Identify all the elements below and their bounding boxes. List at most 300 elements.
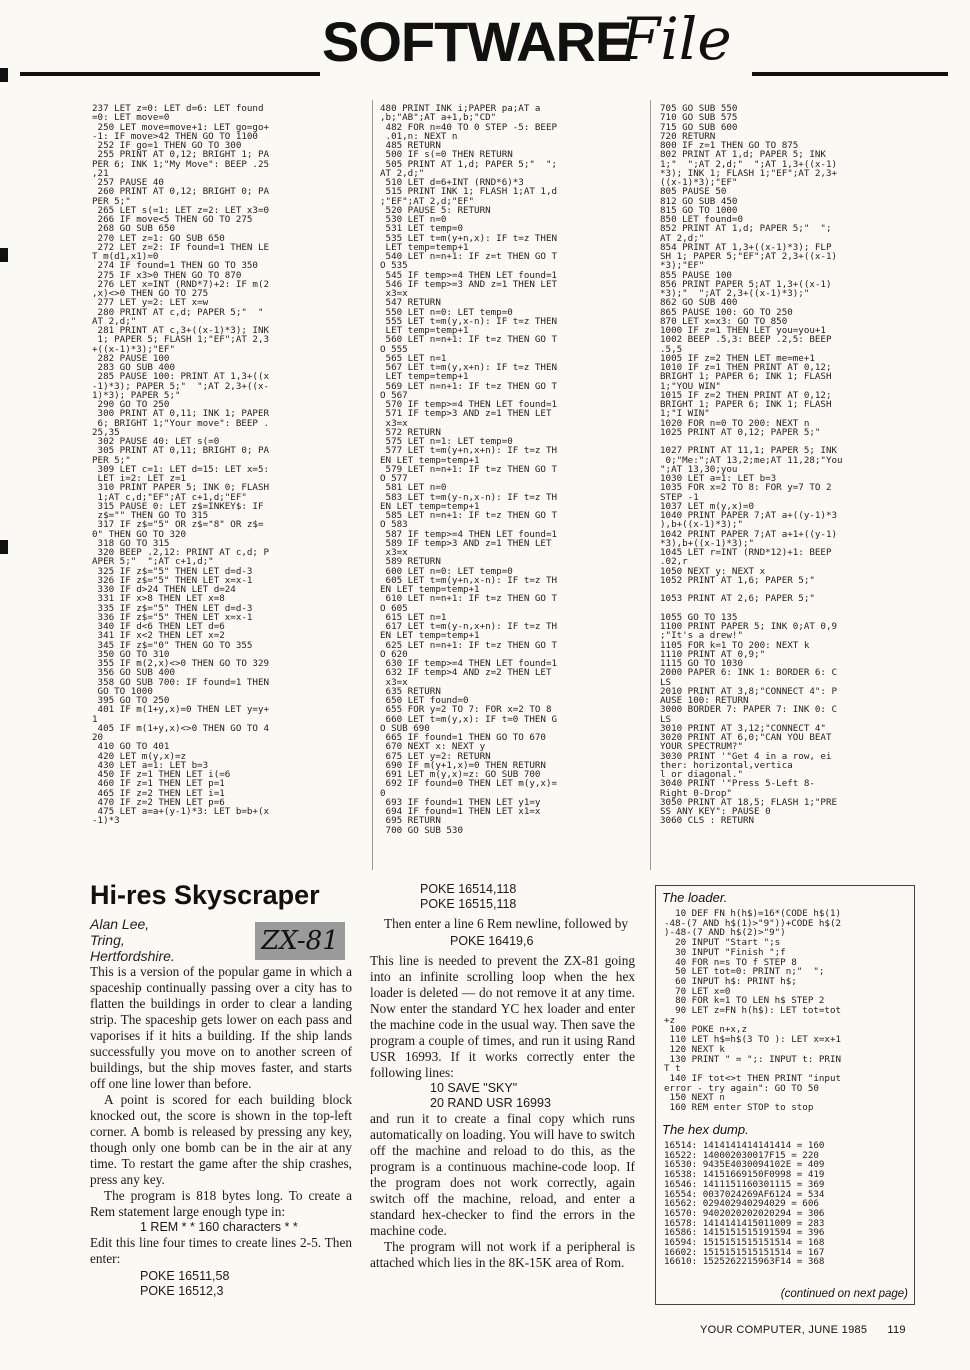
- listing-line: 460 IF z=1 THEN LET p=1: [92, 778, 225, 790]
- code-line: 20 RAND USR 16993: [430, 1096, 551, 1110]
- listing-line: 655 FOR y=2 TO 7: FOR x=2 TO 8: [380, 704, 552, 716]
- listing-line: -1: IF move>42 THEN GO TO 1100: [92, 130, 258, 142]
- listing-line: 700 GO SUB 530: [380, 824, 463, 835]
- listing-line: .02,r: [660, 556, 688, 568]
- listing-line: EN LET temp=temp+1: [380, 584, 480, 595]
- code-line: POKE 16515,118: [420, 897, 517, 911]
- listing-line: T m(d1,x1)=0: [92, 251, 159, 262]
- listing-line: 266 IF move<5 THEN GO TO 275: [92, 214, 253, 225]
- hexdump-line: 16530: 9435E4030094102E = 409: [664, 1159, 825, 1171]
- listing-line: 600 LET n=0: LET temp=0: [380, 565, 513, 577]
- listing-line: .01,n: NEXT n: [380, 130, 458, 142]
- listing-line: O 567: [380, 389, 408, 401]
- listing-line: 535 LET t=m(y+n,x): IF t=z THEN: [380, 232, 558, 244]
- listing-line: 0: [380, 787, 386, 799]
- listing-line: 1052 PRINT AT 1,6; PAPER 5;": [660, 574, 815, 586]
- listing-line: 605 LET t=m(y+n,x-n): IF t=z TH: [380, 574, 558, 586]
- page-footer: [700, 1324, 906, 1336]
- article-byline: [90, 916, 175, 964]
- listing-line: ((x-1)*3);"EF": [660, 177, 738, 188]
- listing-line: 570 IF temp>=4 THEN LET found=1: [380, 399, 558, 410]
- listing-line: 802 PRINT AT 1,d; PAPER 5; INK: [660, 149, 826, 161]
- code-line: POKE 16512,3: [140, 1284, 224, 1298]
- listing-line: 410 GO TO 401: [92, 741, 170, 753]
- article-body-left: [90, 964, 352, 1299]
- listing-line: *3);" ";AT 2,3+((x-1)*3);": [660, 288, 810, 299]
- listing-line: O 555: [380, 343, 408, 355]
- column-divider: [650, 100, 651, 870]
- paragraph: and run it to create a final copy which runs automatically on loading. You will have to switch off the machine and reload to do this, as the program is a continuous machine-code loop. If the program does not work correctly, again switch off the machine, reload, and enter a standard hex-checker to find the errors in the machine code.: [370, 1111, 635, 1238]
- listing-line: 283 GO SUB 400: [92, 362, 175, 373]
- loader-line: 160 REM enter STOP to stop: [664, 1102, 814, 1113]
- listing-line: EN LET temp=temp+1: [380, 500, 480, 512]
- hexdump-line: 16610: 1525262215963F14 = 368: [664, 1256, 825, 1268]
- listing-line: 577 LET t=m(y+n,x+n): IF t=z TH: [380, 445, 558, 457]
- loader-line: +z: [664, 1014, 676, 1026]
- listing-line: 309 LET c=1: LET d=15: LET x=5:: [92, 463, 270, 475]
- loader-line: 20 INPUT "Start ";s: [664, 937, 781, 949]
- listing-line: 260 PRINT AT 0,12; BRIGHT 0; PA: [92, 186, 270, 198]
- listing-line: 715 GO SUB 600: [660, 121, 738, 133]
- listing-line: 710 GO SUB 575: [660, 112, 738, 124]
- listing-line: 550 LET n=0: LET temp=0: [380, 306, 513, 318]
- listing-line: 450 IF z=1 THEN LET i(=6: [92, 769, 231, 780]
- listing-line: 482 FOR n=40 TO 0 STEP -5: BEEP: [380, 121, 558, 133]
- listing-line: 277 LET y=2: LET x=w: [92, 297, 209, 309]
- listing-line: 318 GO TO 315: [92, 537, 170, 549]
- listing-line: 545 IF temp>=4 THEN LET found=1: [380, 269, 558, 281]
- paragraph: The program is 818 bytes long. To create a Rem statement large enough type in:: [90, 1188, 352, 1219]
- listing-line: LET temp=temp+1: [380, 325, 469, 336]
- listing-line: 3050 PRINT AT 18,5; FLASH 1;"PRE: [660, 796, 838, 808]
- listing-line: GO TO 1000: [92, 685, 153, 697]
- listing-line: STEP -1: [660, 491, 699, 503]
- margin-mark: [0, 68, 8, 82]
- listing-line: 257 PAUSE 40: [92, 177, 164, 188]
- listing-line: 632 IF temp>4 AND z=2 THEN LET: [380, 667, 552, 679]
- listing-line: SH 1; PAPER 5;"EF";AT 2,3+((x-1): [660, 251, 838, 262]
- listing-line: 480 PRINT INK i;PAPER pa;AT a: [380, 104, 541, 114]
- loader-line: 10 DEF FN h(h$)=16*(CODE h$(1): [664, 909, 842, 919]
- listing-line: 3000 BORDER 7: PAPER 7: INK 0: C: [660, 704, 838, 716]
- listing-line: 630 IF temp>=4 THEN LET found=1: [380, 658, 558, 669]
- listing-line: ;"It's a drew!": [660, 630, 743, 642]
- listing-line: 581 LET n=0: [380, 482, 447, 494]
- listing-line: 505 PRINT AT 1,d; PAPER 5;" ";: [380, 158, 558, 170]
- listing-line: 350 GO TO 310: [92, 648, 170, 660]
- listing-line: .5,5: [660, 343, 683, 355]
- loader-line: error - try again": GO TO 50: [664, 1082, 819, 1094]
- listing-line: 25,35: [92, 426, 120, 438]
- listing-line: 852 PRINT AT 1,d; PAPER 5;" ";: [660, 223, 832, 235]
- margin-mark: [0, 248, 8, 262]
- loader-line: 50 LET tot=0: PRINT n;" ";: [664, 966, 825, 978]
- listing-line: LET temp=temp+1: [380, 241, 469, 253]
- listing-line: 1030 LET a=1: LET b=3: [660, 473, 777, 484]
- hexdump-listing: [664, 1141, 909, 1267]
- continued-note: (continued on next page): [780, 1288, 908, 1300]
- listing-line: 572 RETURN: [380, 426, 441, 438]
- listing-line: 854 PRINT AT 1,3+((x-1)*3); FLP: [660, 241, 832, 253]
- loader-line: -48-(7 AND h$(1)>"9"))+CODE h$(2: [664, 917, 842, 929]
- listing-line: 420 LET m(y,x)=z: [92, 750, 187, 762]
- listing-line: 355 IF m(2,x)<>0 THEN GO TO 329: [92, 658, 270, 669]
- page-number: 119: [887, 1324, 906, 1336]
- code-line: POKE 16419,6: [450, 934, 534, 948]
- listing-line: 587 IF temp>=4 THEN LET found=1: [380, 528, 558, 540]
- listing-line: 0" THEN GO TO 320: [92, 528, 187, 540]
- listing-line: 665 IF found=1 THEN GO TO 670: [380, 732, 546, 743]
- listing-line: *3);"EF": [660, 260, 705, 272]
- loader-line: )-48-(7 AND h$(2)>"9"): [664, 927, 786, 939]
- listing-line: SS ANY KEY": PAUSE 0: [660, 806, 771, 817]
- listing-line: 856 PRINT PAPER 5;AT 1,3+((x-1): [660, 278, 832, 290]
- paragraph: This is a version of the popular game in which a spaceship continually passing over a city has to flatten the buildings in order to clear a landing strip. The spaceship gets lower on each pass and vaporises if it hits a building. If the ship lands successfully you move on to another screen of buildings, but the ship moves faster, and starts off one line lower than before.: [90, 964, 352, 1091]
- loader-heading: The loader.: [662, 890, 728, 905]
- listing-line: 675 LET y=2: RETURN: [380, 750, 491, 762]
- listing-line: O 583: [380, 519, 408, 531]
- listing-line: 20: [92, 732, 104, 743]
- listing-line: 1042 PRINT PAPER 7;AT a+1+((y-1): [660, 528, 838, 540]
- article-title: Hi-res Skyscraper: [90, 880, 320, 910]
- listing-line: 1040 PRINT PAPER 7;AT a+((y-1)*3: [660, 510, 838, 521]
- listing-line: BRIGHT 1; PAPER 6; INK 1; FLASH: [660, 399, 832, 410]
- hexdump-line: 16594: 1515151515151514 = 168: [664, 1237, 825, 1249]
- listing-line: 720 RETURN: [660, 130, 716, 142]
- listing-line: 317 IF z$="5" OR z$="8" OR z$=: [92, 519, 264, 531]
- listing-line: 870 LET x=x3: GO TO 850: [660, 315, 788, 327]
- listing-line: 2000 PAPER 6: INK 1: BORDER 6: C: [660, 667, 838, 679]
- listing-line: EN LET temp=temp+1: [380, 454, 480, 466]
- hexdump-line: 16538: 14151669150F0998 = 419: [664, 1169, 825, 1181]
- listing-line: 1000 IF z=1 THEN LET you=you+1: [660, 325, 826, 336]
- listing-line: 2010 PRINT AT 3,8;"CONNECT 4": P: [660, 685, 838, 697]
- column-divider: [372, 100, 373, 870]
- listing-line: PER 5;": [92, 454, 131, 466]
- listing-line: 275 IF x3>0 THEN GO TO 870: [92, 269, 242, 281]
- loader-line: 40 FOR n=s TO f STEP 8: [664, 956, 797, 968]
- listing-line: 331 IF x>8 THEN LET x=8: [92, 593, 225, 605]
- listing-line: 1045 LET r=INT (RND*12)+1: BEEP: [660, 547, 832, 558]
- listing-line: 589 RETURN: [380, 556, 441, 568]
- listing-line: 255 PRINT AT 0,12; BRIGHT 1; PA: [92, 149, 270, 161]
- listing-line: x3=x: [380, 547, 408, 558]
- listing-line: 250 LET move=move+1: LET go=go+: [92, 121, 270, 133]
- listing-line: x3=x: [380, 288, 408, 299]
- listing-line: O 535: [380, 260, 408, 272]
- listing-line: 1053 PRINT AT 2,6; PAPER 5;": [660, 593, 815, 605]
- loader-line: 30 INPUT "Finish ";f: [664, 946, 786, 958]
- listing-line: PER 5;": [92, 195, 131, 207]
- hexdump-line: 16586: 1415151515191594 = 396: [664, 1227, 825, 1239]
- listing-column-3: [660, 104, 924, 826]
- listing-line: 310 PRINT PAPER 5; INK 0; FLASH: [92, 482, 270, 494]
- listing-line: 3010 PRINT AT 3,12;"CONNECT 4": [660, 722, 826, 734]
- listing-column-1: [92, 104, 364, 826]
- listing-line: 520 PAUSE 5: RETURN: [380, 204, 491, 216]
- listing-line: LET i=2: LET z=1: [92, 473, 187, 484]
- listing-line: 1025 PRINT AT 0,12; PAPER 5;": [660, 426, 821, 438]
- listing-line: -1)*3); PAPER 5;" ";AT 2,3+((x-: [92, 380, 270, 392]
- listing-line: LS: [660, 713, 672, 725]
- paragraph: Then enter a line 6 Rem newline, followed by: [384, 916, 629, 931]
- margin-mark: [0, 540, 8, 554]
- listing-line: 1020 FOR n=0 TO 200: NEXT n: [660, 417, 810, 429]
- listing-line: 625 LET n=n+1: IF t=z THEN GO T: [380, 639, 558, 651]
- author-town: Tring,: [90, 932, 125, 948]
- listing-line: 500 IF s(=0 THEN RETURN: [380, 149, 513, 161]
- loader-line: 70 LET x=0: [664, 985, 731, 997]
- listing-line: 1; PAPER 5; FLASH 1;"EF";AT 2,3: [92, 334, 270, 346]
- listing-line: O 605: [380, 602, 408, 614]
- listing-line: ther: horizontal,vertica: [660, 759, 793, 771]
- listing-line: 340 IF d<6 THEN LET d=6: [92, 621, 225, 632]
- listing-line: 1035 FOR x=2 TO 8: FOR y=7 TO 2: [660, 482, 832, 494]
- listing-line: 1;"I WIN": [660, 408, 710, 420]
- listing-line: 565 LET n=1: [380, 352, 447, 364]
- listing-line: 3040 PRINT '"Press 5-Left 8-: [660, 778, 815, 790]
- listing-line: +((x-1)*3);"EF": [92, 343, 175, 355]
- listing-line: 237 LET z=0: LET d=6: LET found: [92, 104, 264, 114]
- listing-line: Right 0-Drop": [660, 787, 732, 799]
- listing-line: 850 LET found=0: [660, 214, 743, 225]
- listing-line: 268 GO SUB 650: [92, 223, 175, 235]
- paragraph: A point is scored for each building block knocked out, the score is shown in the top-left corner. A bomb is released by pressing any key, though only one bomb can be in the air at any time. To restart the game after the ship crashes, press any key.: [90, 1092, 352, 1187]
- paragraph: This line is needed to prevent the ZX-81 going into an infinite scrolling loop when the hex loader is deleted — do not remove it at any time. Now enter the standard YC hex loader and enter the machine code in the usual way. Then save the program a couple of times, and run it using Rand USR 16993. If it works correctly enter the following lines:: [370, 953, 635, 1080]
- loader-line: 60 INPUT h$: PRINT h$;: [664, 975, 797, 987]
- listing-line: 583 LET t=m(y-n,x-n): IF t=z TH: [380, 491, 558, 503]
- listing-line: 670 NEXT x: NEXT y: [380, 741, 486, 753]
- listing-line: 252 IF go=1 THEN GO TO 300: [92, 140, 242, 151]
- listing-line: 315 PAUSE 0: LET z$=INKEY$: IF: [92, 500, 264, 512]
- listing-line: 589 IF temp>3 AND z=1 THEN LET: [380, 537, 552, 549]
- listing-line: 282 PAUSE 100: [92, 352, 170, 364]
- listing-line: *3); INK 1; FLASH 1;"EF";AT 2,3+: [660, 167, 838, 179]
- listing-line: 1005 IF z=2 THEN LET me=me+1: [660, 352, 815, 364]
- listing-line: 1100 PRINT PAPER 5; INK 0;AT 0,9: [660, 621, 838, 632]
- listing-line: 569 LET n=n+1: IF t=z THEN GO T: [380, 380, 558, 392]
- listing-line: 0;"Me:";AT 13,2;me;AT 11,28;"You: [660, 454, 843, 466]
- listing-line: AT 2,d;": [92, 315, 137, 327]
- loader-line: 130 PRINT " = ";: INPUT t: PRIN: [664, 1053, 842, 1065]
- listing-line: AT 2,d;": [380, 167, 425, 179]
- listing-line: EN LET temp=temp+1: [380, 630, 480, 642]
- listing-line: 341 IF x<2 THEN LET x=2: [92, 630, 225, 642]
- hexdump-line: 16578: 1414141415011009 = 283: [664, 1217, 825, 1229]
- hexdump-line: 16522: 140002030017F15 = 220: [664, 1149, 819, 1161]
- listing-line: 865 PAUSE 100: GO TO 250: [660, 306, 793, 318]
- listing-column-2: [380, 104, 636, 835]
- listing-line: 1)*3); PAPER 5;": [92, 389, 181, 401]
- listing-line: 1;AT c,d;"EF";AT c+1,d;"EF": [92, 491, 247, 503]
- issue-info: YOUR COMPUTER, JUNE 1985: [700, 1324, 868, 1336]
- listing-line: 705 GO SUB 550: [660, 104, 738, 114]
- listing-line: 281 PRINT AT c,3+((x-1)*3); INK: [92, 325, 270, 336]
- listing-line: 690 IF m(y+1,x)=0 THEN RETURN: [380, 759, 546, 771]
- listing-line: 575 LET n=1: LET temp=0: [380, 436, 513, 447]
- listing-line: 405 IF m(1+y,x)<>0 THEN GO TO 4: [92, 722, 270, 734]
- hexdump-line: 16570: 9402020202020294 = 306: [664, 1207, 825, 1219]
- code-line: 10 SAVE "SKY": [430, 1081, 518, 1095]
- listing-line: 326 IF z$="5" THEN LET x=x-1: [92, 574, 253, 586]
- listing-line: 805 PAUSE 50: [660, 186, 727, 198]
- listing-line: 660 LET t=m(y,x): IF t=0 THEN G: [380, 713, 558, 725]
- listing-line: 567 LET t=m(y,x+n): IF t=z THEN: [380, 362, 558, 373]
- hexdump-line: 16562: 029402940294029 = 606: [664, 1198, 819, 1210]
- hexdump-heading: The hex dump.: [662, 1122, 749, 1137]
- listing-line: LET temp=temp+1: [380, 371, 469, 383]
- listing-line: O 577: [380, 473, 408, 484]
- listing-line: 6; BRIGHT 1;"Your move": BEEP .: [92, 417, 270, 429]
- listing-line: 610 LET n=n+1: IF t=z THEN GO T: [380, 593, 558, 605]
- listing-line: 465 IF z=2 THEN LET i=1: [92, 787, 225, 799]
- listing-line: 1115 GO TO 1030: [660, 658, 743, 669]
- hexdump-line: 16602: 1515151515151514 = 167: [664, 1246, 825, 1258]
- hexdump-line: 16514: 1414141414141414 = 160: [664, 1141, 825, 1151]
- section-title-script: File: [620, 5, 732, 73]
- listing-line: O 620: [380, 648, 408, 660]
- listing-line: 692 IF found=0 THEN LET m(y,x)=: [380, 778, 558, 790]
- listing-line: 1110 PRINT AT 0,9;": [660, 648, 766, 660]
- hexdump-line: 16554: 0037024269AF6124 = 534: [664, 1188, 825, 1200]
- hexdump-line: 16546: 1411151160301115 = 369: [664, 1178, 825, 1190]
- listing-line: 302 PAUSE 40: LET s(=0: [92, 436, 220, 447]
- listing-line: 485 RETURN: [380, 140, 441, 151]
- listing-line: -1)*3: [92, 815, 120, 826]
- listing-line: 265 LET s(=1: LET z=2: LET x3=0: [92, 204, 270, 216]
- listing-line: 274 IF found=1 THEN GO TO 350: [92, 260, 258, 272]
- listing-line: 510 LET d=6+INT (RND*6)*3: [380, 177, 524, 188]
- listing-line: 571 IF temp>3 AND z=1 THEN LET: [380, 408, 552, 420]
- listing-line: l or diagonal.": [660, 769, 743, 780]
- listing-line: 320 BEEP .2,12: PRINT AT c,d; P: [92, 547, 270, 558]
- listing-line: 530 LET n=0: [380, 214, 447, 225]
- listing-line: 470 IF z=2 THEN LET p=6: [92, 796, 225, 808]
- loader-line: 100 POKE n+x,z: [664, 1024, 747, 1036]
- listing-line: 290 GO TO 250: [92, 399, 170, 410]
- listing-line: 650 LET found=0: [380, 695, 469, 706]
- listing-line: 693 IF found=1 THEN LET y1=y: [380, 796, 541, 808]
- listing-line: x3=x: [380, 676, 408, 688]
- listing-line: LS: [660, 676, 672, 688]
- listing-line: 1050 NEXT y: NEXT x: [660, 565, 766, 577]
- listing-line: 1037 LET m(y,x)=0: [660, 500, 755, 512]
- listing-line: 1015 IF z=2 THEN PRINT AT 0,12;: [660, 389, 832, 401]
- listing-line: 356 GO SUB 400: [92, 667, 175, 679]
- listing-line: AT 2,d;": [660, 232, 705, 244]
- listing-line: 280 PRINT AT c,d; PAPER 5;" ": [92, 306, 264, 318]
- listing-line: 555 LET t=m(y,x-n): IF t=z THEN: [380, 315, 558, 327]
- machine-badge: ZX-81: [255, 922, 345, 960]
- listing-line: AUSE 100: RETURN: [660, 695, 749, 706]
- code-line: POKE 16514,118: [420, 882, 517, 896]
- listing-line: 695 RETURN: [380, 815, 441, 827]
- listing-line: 358 GO SUB 700: IF found=1 THEN: [92, 676, 270, 688]
- listing-line: 395 GO TO 250: [92, 695, 170, 706]
- listing-line: 585 LET n=n+1: IF t=z THEN GO T: [380, 510, 558, 521]
- listing-line: 547 RETURN: [380, 297, 441, 309]
- listing-line: 579 LET n=n+1: IF t=z THEN GO T: [380, 463, 558, 475]
- loader-line: 90 LET z=FN h(h$): LET tot=tot: [664, 1005, 842, 1017]
- listing-line: 475 LET a=a+(y-1)*3: LET b=b+(x: [92, 806, 270, 817]
- listing-line: 430 LET a=1: LET b=3: [92, 759, 209, 771]
- section-header: [0, 0, 970, 96]
- section-title: SOFTWARE: [322, 10, 632, 73]
- article-body-middle: [370, 882, 635, 1271]
- listing-line: 276 LET x=INT (RND*7)+2: IF m(2: [92, 278, 270, 290]
- listing-line: 330 IF d>24 THEN LET d=24: [92, 584, 236, 595]
- header-rule-left: [20, 72, 320, 76]
- listing-line: PER 6; INK 1;"My Move": BEEP .25: [92, 158, 270, 170]
- listing-line: 1010 IF z=1 THEN PRINT AT 0,12;: [660, 362, 832, 373]
- author-name: Alan Lee,: [90, 916, 150, 932]
- listing-line: 800 IF z=1 THEN GO TO 875: [660, 140, 799, 151]
- listing-line: 515 PRINT INK 1; FLASH 1;AT 1,d: [380, 186, 558, 198]
- listing-line: 300 PRINT AT 0,11; INK 1; PAPER: [92, 408, 270, 420]
- listing-line: 1027 PRINT AT 11,1; PAPER 5; INK: [660, 445, 838, 457]
- header-rule-right: [752, 72, 948, 76]
- listing-line: 812 GO SUB 450: [660, 195, 738, 207]
- listing-line: 1;" ";AT 2,d;" ";AT 1,3+((x-1): [660, 158, 838, 170]
- listing-line: 540 LET n=n+1: IF z=t THEN GO T: [380, 251, 558, 262]
- listing-line: 1: [92, 713, 98, 725]
- listing-line: 272 LET z=2: IF found=1 THEN LE: [92, 241, 270, 253]
- paragraph: Edit this line four times to create lines 2-5. Then enter:: [90, 1235, 352, 1266]
- listing-line: 3030 PRINT '"Get 4 in a row, ei: [660, 750, 832, 762]
- listing-line: ";AT 13,30;you: [660, 463, 738, 475]
- listing-line: 1105 FOR k=1 TO 200: NEXT k: [660, 639, 810, 651]
- listing-line: =0: LET move=0: [92, 112, 170, 124]
- listing-line: ),b+((x-1)*3);": [660, 519, 743, 531]
- listing-line: ,x)<>0 THEN GO TO 275: [92, 288, 209, 299]
- code-line: POKE 16511,58: [140, 1269, 230, 1283]
- loader-listing: [664, 909, 909, 1113]
- listing-line: 1;"YOU WIN": [660, 380, 721, 392]
- listing-line: 855 PAUSE 100: [660, 269, 732, 281]
- listing-line: 270 LET z=1: GO SUB 650: [92, 232, 225, 244]
- listing-line: ,b;"AB";AT a+1,b;"CD": [380, 112, 497, 124]
- listing-line: 560 LET n=n+1: IF t=z THEN GO T: [380, 334, 558, 346]
- listing-line: APER 5;" ";AT c+1,d;": [92, 556, 214, 568]
- listing-line: *3),b+((x-1)*3);": [660, 537, 755, 549]
- listing-line: ;"EF";AT 2,d;"EF": [380, 195, 475, 207]
- listing-line: 635 RETURN: [380, 685, 441, 697]
- author-county: Hertfordshire.: [90, 948, 175, 964]
- listing-line: 694 IF found=1 THEN LET x1=x: [380, 806, 541, 817]
- paragraph: The program will not work if a peripheral is attached which lies in the 8K-15K area of Rom.: [370, 1239, 635, 1270]
- loader-line: T t: [664, 1063, 681, 1075]
- listing-line: z$="" THEN GO TO 315: [92, 510, 209, 521]
- listing-line: 815 GO TO 1000: [660, 204, 738, 216]
- listing-line: BRIGHT 1; PAPER 6; INK 1; FLASH: [660, 371, 832, 383]
- listing-line: x3=x: [380, 417, 408, 429]
- loader-line: 120 NEXT k: [664, 1043, 725, 1055]
- listing-line: 325 IF z$="5" THEN LET d=d-3: [92, 565, 253, 577]
- listing-line: 401 IF m(1+y,x)=0 THEN LET y=y+: [92, 704, 270, 716]
- listing-line: 3020 PRINT AT 6,0;"CAN YOU BEAT: [660, 732, 832, 743]
- listing-line: 1002 BEEP .5,3: BEEP .2,5: BEEP: [660, 334, 832, 346]
- loader-line: 80 FOR k=1 TO LEN h$ STEP 2: [664, 995, 825, 1007]
- listing-line: 3060 CLS : RETURN: [660, 815, 755, 826]
- loader-line: 150 NEXT n: [664, 1092, 725, 1104]
- listing-line: 546 IF temp>=3 AND z=1 THEN LET: [380, 278, 558, 290]
- listing-line: 285 PAUSE 100: PRINT AT 1,3+((x: [92, 371, 270, 383]
- listing-line: 531 LET temp=0: [380, 223, 463, 235]
- listing-line: 345 IF z$="0" THEN GO TO 355: [92, 639, 253, 651]
- listing-line: 305 PRINT AT 0,11; BRIGHT 0; PA: [92, 445, 270, 457]
- loader-line: 140 IF tot<>t THEN PRINT "input: [664, 1072, 842, 1084]
- listing-line: 335 IF z$="5" THEN LET d=d-3: [92, 602, 253, 614]
